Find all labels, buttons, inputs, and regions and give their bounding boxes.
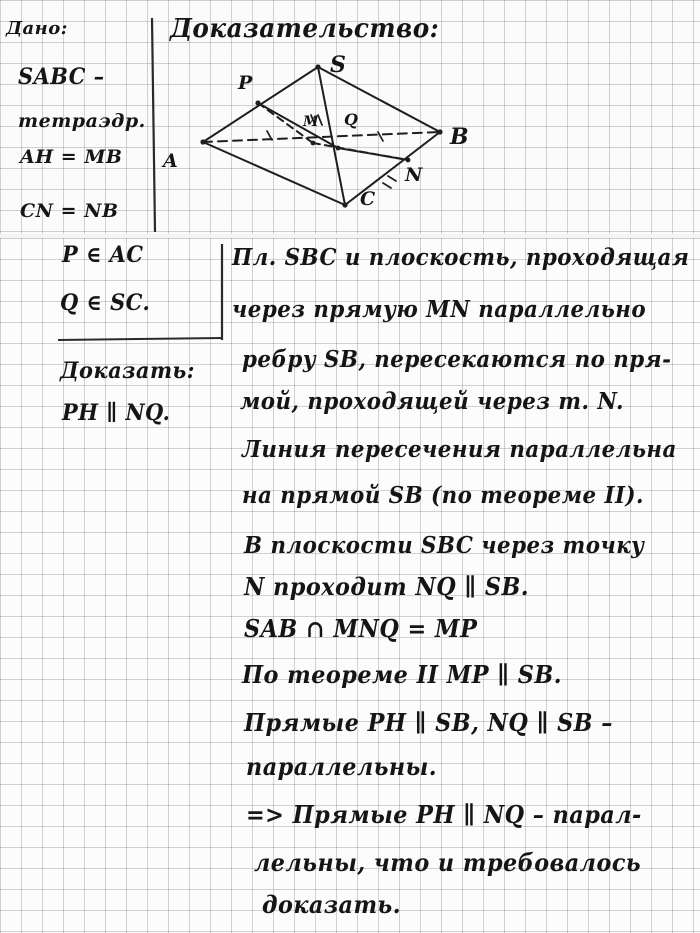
label-P: P [238, 72, 253, 94]
proof-line-12: параллельны. [246, 752, 438, 781]
proof-line-11: Прямые PH ∥ SB, NQ ∥ SB – [244, 708, 613, 737]
proof-line-7: В плоскости SBC через точку [244, 532, 645, 559]
point-B [437, 129, 442, 134]
point-P [255, 100, 260, 105]
label-A: A [163, 150, 179, 172]
label-S: S [330, 52, 347, 78]
label-C: C [360, 188, 376, 210]
proof-line-4: мой, проходящей через т. N. [240, 388, 624, 415]
prove-heading: Доказать: [60, 358, 195, 384]
given-extra-1: P ∈ AC [62, 242, 144, 268]
given-line-4: CN = NB [20, 200, 119, 222]
given-line-1: SABC – [18, 64, 105, 90]
prove-statement: PH ∥ NQ. [62, 400, 171, 426]
edge-AB-hidden [203, 132, 440, 142]
point-N [406, 158, 411, 163]
tick-marks [267, 115, 396, 188]
given-extra-2: Q ∈ SC. [60, 290, 151, 316]
proof-line-3: ребру SB, пересекаются по пря- [242, 346, 672, 373]
label-B: B [450, 124, 470, 150]
label-M: M [303, 114, 319, 130]
given-heading: Дано: [6, 18, 68, 39]
proof-line-8: N проходит NQ ∥ SB. [244, 572, 530, 601]
given-line-2: тетраэдр. [18, 110, 146, 132]
proof-line-14: лельны, что и требовалось [254, 848, 642, 877]
proof-line-13: => Прямые PH ∥ NQ – парал- [246, 800, 642, 829]
proof-line-2: через прямую MN параллельно [232, 296, 647, 323]
label-Q: Q [344, 110, 359, 129]
point-S [315, 64, 320, 69]
proof-line-9: SAB ∩ MNQ = MP [244, 614, 478, 643]
proof-line-1: Пл. SBC и плоскость, проходящая [232, 244, 690, 271]
point-C [342, 202, 347, 207]
proof-line-5: Линия пересечения параллельна [242, 436, 677, 463]
given-line-3: AH = MB [20, 146, 123, 168]
proof-heading: Доказательство: [170, 14, 440, 44]
proof-line-10: По теореме II MP ∥ SB. [242, 660, 562, 689]
point-M [311, 141, 316, 146]
proof-line-6: на прямой SB (по теореме II). [242, 482, 644, 509]
edge-AC [203, 142, 345, 205]
proof-line-15: доказать. [262, 890, 401, 919]
point-A [200, 139, 205, 144]
point-Q [336, 146, 341, 151]
label-N: N [405, 164, 423, 186]
